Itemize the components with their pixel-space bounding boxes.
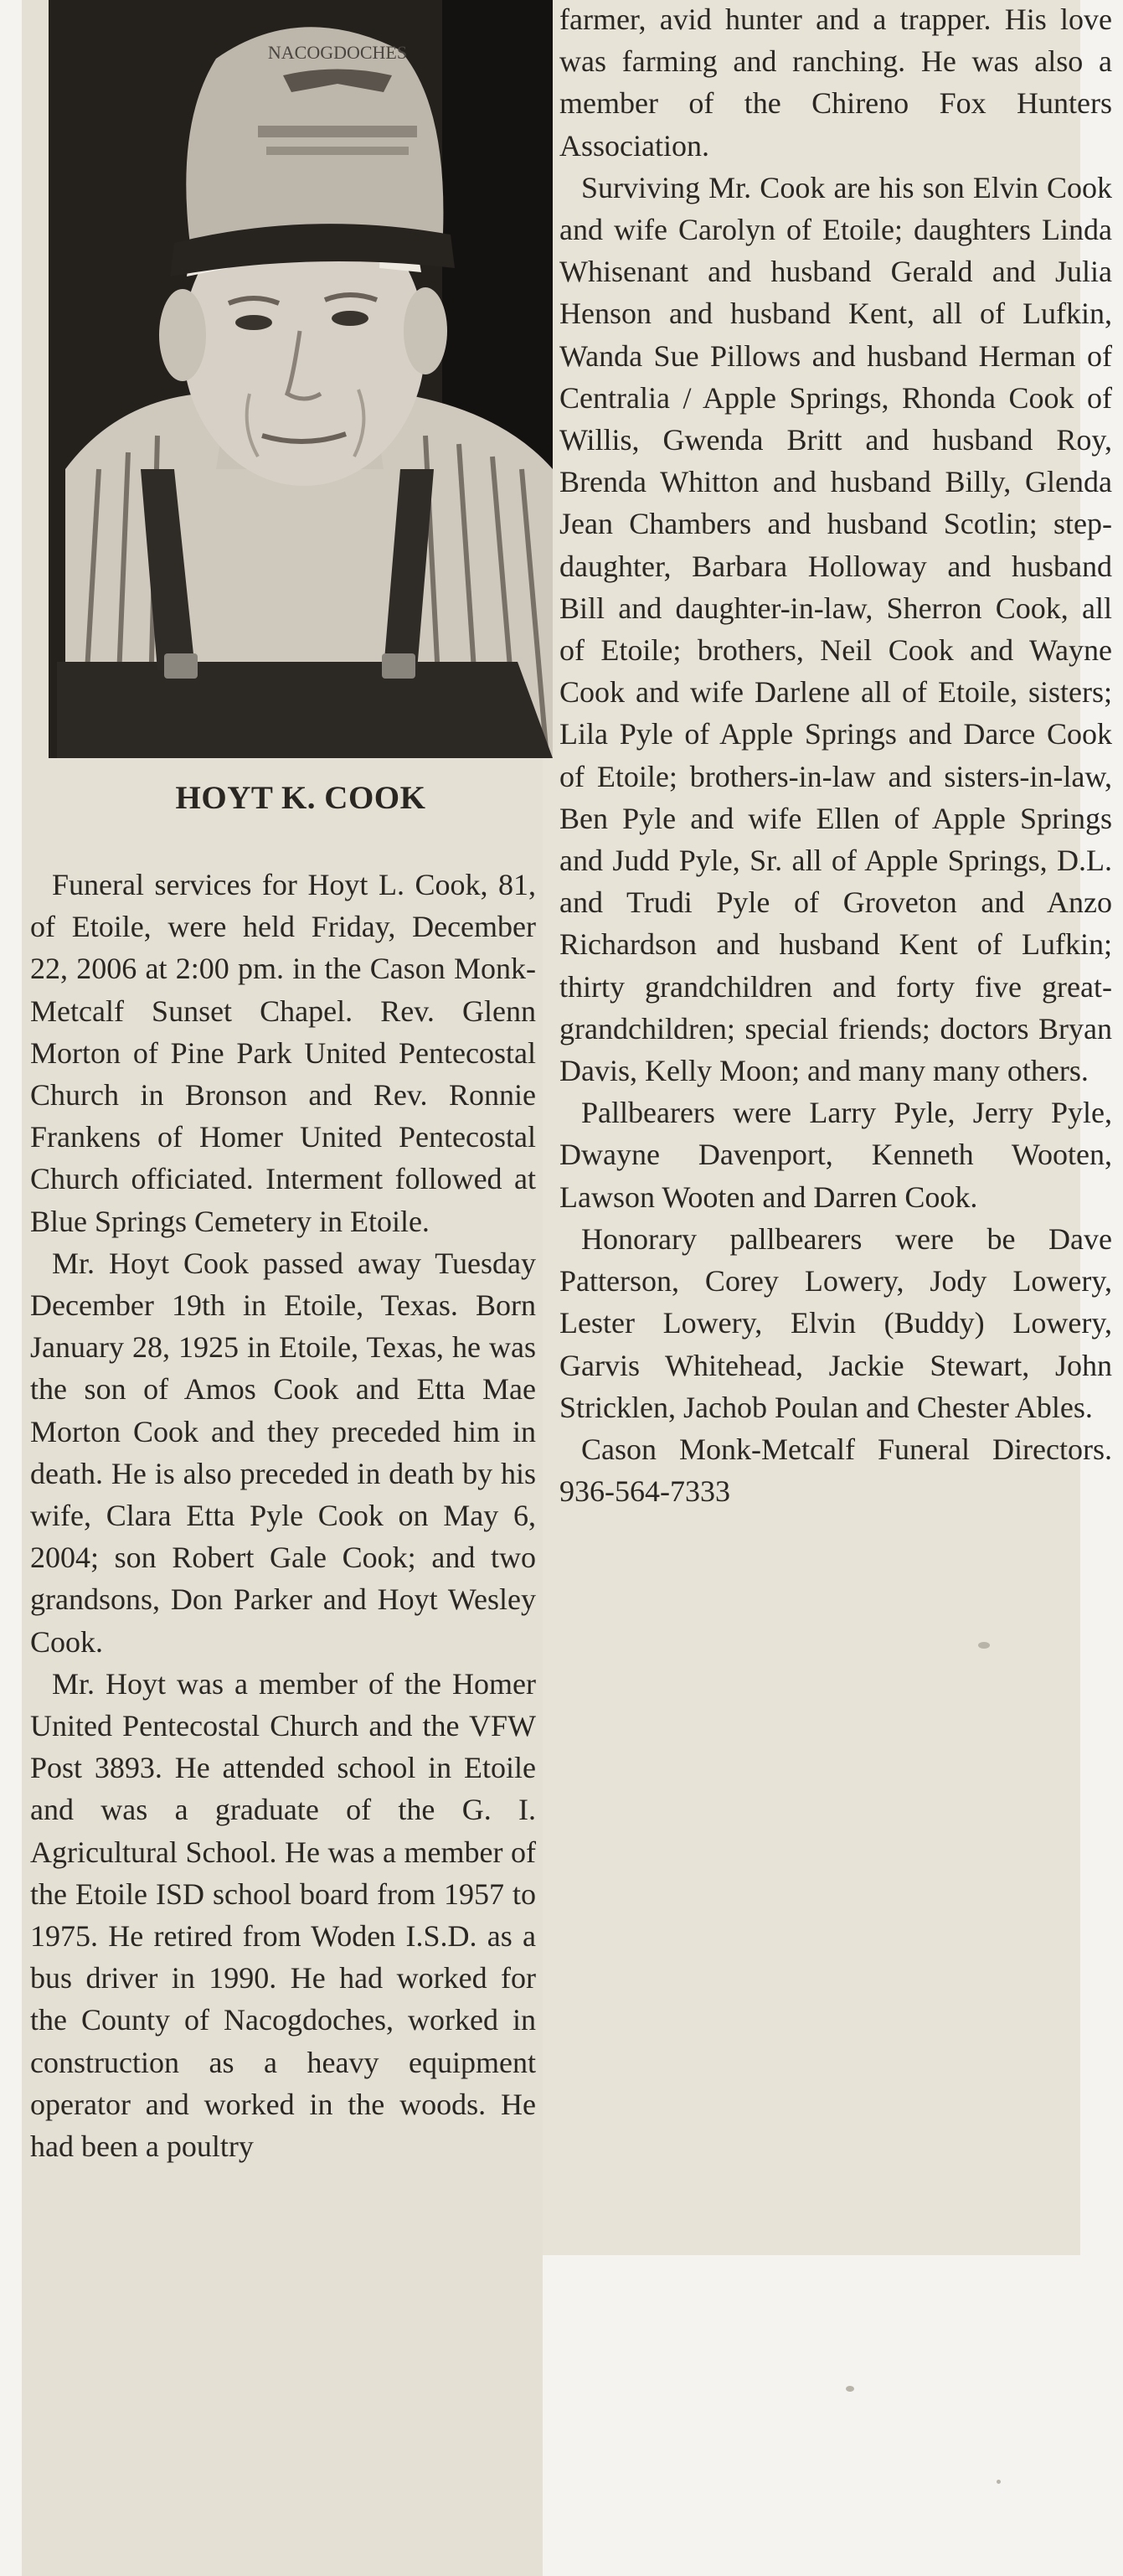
paper-speck: [997, 2480, 1001, 2484]
paragraph-honorary-pallbearers: Honorary pallbearers were be Dave Patterson, Corey Lowery, Jody Lowery, Lester Lowery, Elvin (Buddy) Lowery, Garvis Whitehead, Jackie Stewart, John Stricklen, Jachob Poulan and Chester Ables.: [559, 1221, 1112, 1424]
paragraph-pallbearers: Pallbearers were Larry Pyle, Jerry Pyle, Dwayne Davenport, Kenneth Wooten, Lawson Wooten and Darren Cook.: [559, 1096, 1112, 1214]
paragraph-continuation: farmer, avid hunter and a trapper. His love was farming and ranching. He was also a member of the Chireno Fox Hunters Association.: [559, 3, 1112, 163]
paragraph-survivors: Surviving Mr. Cook are his son Elvin Cook and wife Carolyn of Etoile; daughters Linda Whisenant and husband Gerald and Julia Henson and husband Kent, all of Lufkin, Wanda Sue Pillows and husband Herman of Centralia / Apple Springs, Rhonda Cook of Willis, Gwenda Britt and husband Roy, Brenda Whitton and husband Billy, Glenda Jean Chambers and husband Scotlin; step-daughter, Barbara Holloway and husband Bill and daughter-in-law, Sherron Cook, all of Etoile; brothers, Neil Cook and Wayne Cook and wife Darlene all of Etoile, sisters; Lila Pyle of Apple Springs and Darce Cook of Etoile; brothers-in-law and sisters-in-law, Ben Pyle and wife Ellen of Apple Springs and Judd Pyle, Sr. all of Apple Springs, D.L. and Trudi Pyle of Groveton and Anzo Richardson and husband Kent of Lufkin; thirty grandchildren and forty five great-grandchildren; special friends; doctors Bryan Davis, Kelly Moon; and many many others.: [559, 170, 1112, 1088]
paragraph-passed-away: Mr. Hoyt Cook passed away Tuesday December 19th in Etoile, Texas. Born January 28, 1925 in Etoile, Texas, he was the son of Amos Cook and Etta Mae Morton Cook and they preceded him in death. He is also preceded in death by his wife, Clara Etta Pyle Cook on May 6, 2004; son Robert Gale Cook; and two grandsons, Don Parker and Hoyt Wesley Cook.: [30, 1246, 536, 1659]
paragraph-funeral-services: Funeral services for Hoyt L. Cook, 81, of Etoile, were held Friday, December 22, 2006 at 2:00 pm. in the Cason Monk-Metcalf Sunset Chapel. Rev. Glenn Morton of Pine Park United Pentecostal Church in Bronson and Rev. Ronnie Frankens of Homer United Pentecostal Church officiated. Interment followed at Blue Springs Cemetery in Etoile.: [30, 868, 536, 1238]
paper-speck: [978, 1642, 990, 1649]
paper-speck: [846, 2386, 854, 2392]
cap-lettering: NACOGDOCHES: [267, 42, 408, 63]
paragraph-membership: Mr. Hoyt was a member of the Homer United Pentecostal Church and the VFW Post 3893. He attended school in Etoile and was a graduate of the G. I. Agricultural School. He was a member of the Etoile ISD school board from 1957 to 1975. He retired from Woden I.S.D. as a bus driver in 1990. He had worked for the County of Nacogdoches, worked in construction as a heavy equipment operator and worked in the woods. He had been a poultry: [30, 1666, 536, 2164]
obituary-left-column: [30, 864, 536, 2167]
photo-caption: HOYT K. COOK: [175, 780, 426, 816]
obituary-right-column: [559, 0, 1112, 1512]
paragraph-funeral-directors: Cason Monk-Metcalf Funeral Directors. 936-564-7333: [559, 1432, 1112, 1509]
portrait-photo: [49, 0, 553, 758]
